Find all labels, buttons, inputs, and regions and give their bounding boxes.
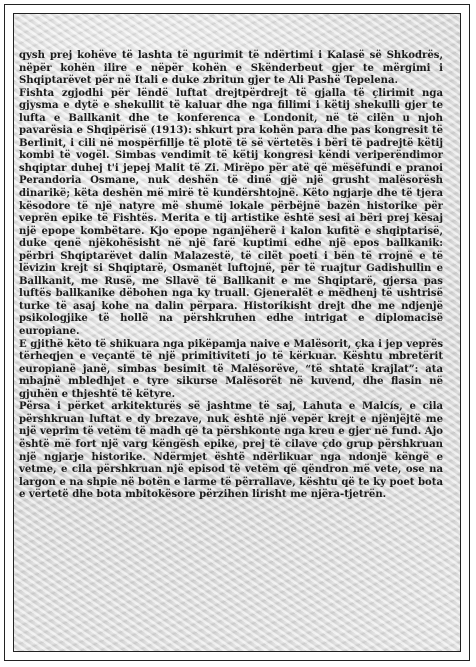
paragraph-1: qysh prej kohëve të lashta të ngurimit të ndërtimi i Kalasë së Shkodrës, nëpër kohën ilire e nëpër kohën e Skënderbeut gjer te mërgimi i Shqiptarëvet për në Itali e duke zbritun gjer te Ali Pashë Tepelena.: [19, 50, 443, 87]
paragraph-3: E gjithë këto të shikuara nga pikëpamja naive e Malësorit, çka i jep veprës tërheqjen e veçantë të një primitiviteti jo të kërkuar. Kështu mbretërit europianë janë, simbas besimit të Malësorëve, “të shtatë krajlat”: ata mbajnë mbledhjet e tyre sikurse Malësorët në kuvend, dhe flasin në gjuhën e thjeshtë të këtyre.: [19, 338, 443, 400]
paragraph-2: Fishta zgjodhi për lëndë luftat drejtpërdrejt të gjalla të çlirimit nga gjysma e dytë e shekullit të kaluar dhe nga fillimi i këtij shekulli gjer te lufta e Ballkanit dhe te konferenca e Londonit, në të cilën u njoh pavarësia e Shqipërisë (1913): shkurt pra kohën para dhe pas kongresit të Berlinit, i cili në mospërfillje të plotë të së vërtetës i bëri të padrejtë këtij kombi të vogël. Simbas vendimit të këtij kongresi këndi veriperëndimor shqiptar duhej t'i jepej Malit të Zi. Mirëpo për atë që mësëfundi e pranoi Perandoria Osmane, nuk deshën të dinë gjë një grusht malësorësh dinarikë; këta deshën më mirë të kundërshtojnë. Këto ngjarje dhe të tjera kësodore të një natyre më shumë lokale përbëjnë bazën historike për veprën epike të Fishtës. Merita e tij artistike është sesi ai bëri prej kësaj një epope kombëtare. Kjo epope nganjëherë i kalon kufitë e shqiptarisë, duke qenë njëkohësisht në një farë kuptimi edhe një epos ballkanik: përbri Shqiptarëvet dalin Malazestë, të cilët poeti i bën të rrojnë e të lëvizin krejt si Shqiptarë, Osmanët luftojnë, për të ruajtur Gadishullin e Ballkanit, me Rusë, me Sllavë të Ballkanit e me Shqiptarë, gjersa pas luftës ballkanike dëbohen nga ky truall. Gjeneralët e mëdhenj të ushtrisë turke të asaj kohe na dalin përpara. Historikisht drejt dhe me ndjenjë psikologjike të hollë na përshkruhen edhe intrigat e diplomacisë europiane.: [19, 87, 443, 338]
document-text: [19, 50, 443, 502]
paragraph-4: Përsa i përket arkitekturës së jashtme të saj, Lahuta e Malcís, e cila përshkruan luftat e dy brezave, nuk është një vepër krejt e njënjëjtë me një veprim të vetëm të madh që ta përshkonte nga kreu e gjer në fund. Ajo është më fort një varg këngësh epike, prej të cilave çdo grup përshkruan një ngjarje historike. Ndërmjet është ndërlikuar nga ndonjë këngë e vetme, e cila përshkruan një episod të vetëm që qëndron më vete, ose na largon e na shpie në botën e larme të përrallave, kështu që te ky poet bota e vërtetë dhe bota mbitokësore përzihen lirisht me njëra-tjetrën.: [19, 401, 443, 501]
